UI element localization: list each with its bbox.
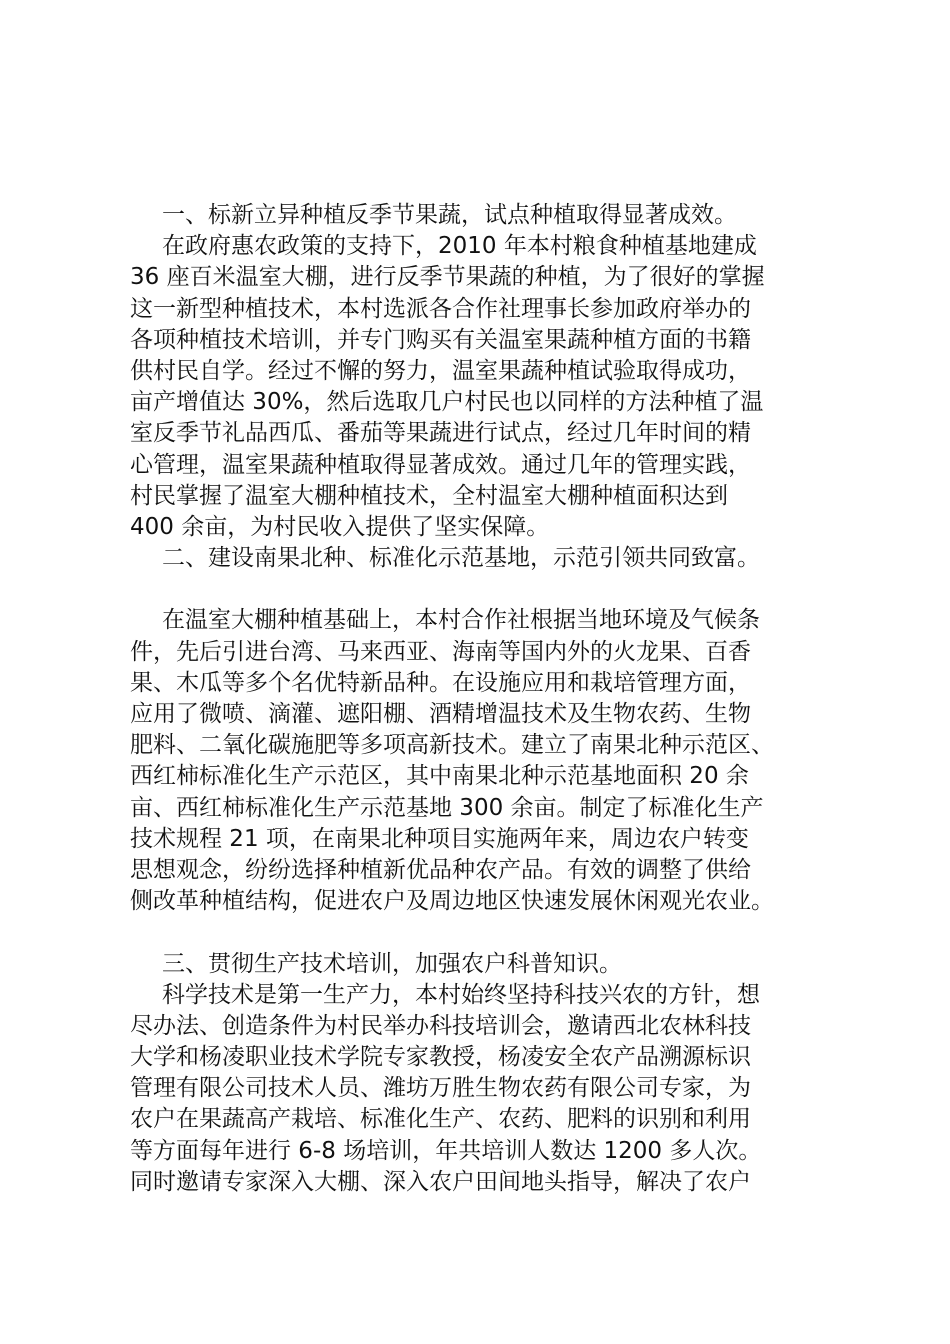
paragraph-line: 农户在果蔬高产栽培、标准化生产、农药、肥料的识别和利用 (130, 1106, 751, 1133)
paragraph-line: 西红柿标准化生产示范区，其中南果北种示范基地面积 20 余 (130, 763, 749, 790)
section-2-heading: 二、建设南果北种、标准化示范基地，示范引领共同致富。 (162, 545, 760, 572)
paragraph-line: 这一新型种植技术，本村选派各合作社理事长参加政府举办的 (130, 295, 751, 322)
paragraph-line: 肥料、二氧化碳施肥等多项高新技术。建立了南果北种示范区、 (130, 732, 774, 759)
section-3-heading: 三、贯彻生产技术培训，加强农户科普知识。 (162, 950, 622, 977)
paragraph-line: 管理有限公司技术人员、潍坊万胜生物农药有限公司专家，为 (130, 1075, 751, 1102)
paragraph-line: 在温室大棚种植基础上，本村合作社根据当地环境及气候条 (162, 607, 760, 634)
paragraph-line: 各项种植技术培训，并专门购买有关温室果蔬种植方面的书籍 (130, 326, 751, 353)
blank-line (130, 574, 830, 605)
paragraph-line: 在政府惠农政策的支持下，2010 年本村粮食种植基地建成 (162, 233, 757, 260)
document-page (130, 200, 830, 1198)
paragraph-line: 同时邀请专家深入大棚、深入农户田间地头指导，解决了农户 (130, 1168, 751, 1195)
paragraph-line: 400 余亩，为村民收入提供了坚实保障。 (130, 513, 550, 540)
section-1-heading: 一、标新立异种植反季节果蔬，试点种植取得显著成效。 (162, 202, 737, 228)
blank-line (130, 917, 830, 948)
paragraph-line: 等方面每年进行 6-8 场培训，年共培训人数达 1200 多人次。 (130, 1137, 762, 1164)
paragraph-line: 应用了微喷、滴灌、遮阳棚、酒精增温技术及生物农药、生物 (130, 701, 751, 727)
paragraph-line: 亩、西红柿标准化生产示范基地 300 余亩。制定了标准化生产 (130, 794, 764, 821)
paragraph-line: 36 座百米温室大棚，进行反季节果蔬的种植，为了很好的掌握 (130, 264, 765, 291)
paragraph-line: 科学技术是第一生产力，本村始终坚持科技兴农的方针，想 (162, 981, 760, 1008)
paragraph-line: 思想观念，纷纷选择种植新优品种农产品。有效的调整了供给 (130, 856, 751, 883)
paragraph-line: 尽办法、创造条件为村民举办科技培训会，邀请西北农林科技 (130, 1012, 751, 1039)
paragraph-line: 室反季节礼品西瓜、番茄等果蔬进行试点，经过几年时间的精 (130, 420, 751, 447)
paragraph-line: 供村民自学。经过不懈的努力，温室果蔬种植试验取得成功， (130, 357, 751, 384)
paragraph-line: 侧改革种植结构，促进农户及周边地区快速发展休闲观光农业。 (130, 888, 774, 915)
paragraph-line: 大学和杨凌职业技术学院专家教授，杨凌安全农产品溯源标识 (130, 1044, 751, 1071)
paragraph-line: 村民掌握了温室大棚种植技术，全村温室大棚种植面积达到 (130, 482, 728, 509)
paragraph-line: 果、木瓜等多个名优特新品种。在设施应用和栽培管理方面， (130, 669, 751, 696)
paragraph-line: 技术规程 21 项，在南果北种项目实施两年来，周边农户转变 (130, 825, 749, 852)
paragraph-line: 件，先后引进台湾、马来西亚、海南等国内外的火龙果、百香 (130, 638, 751, 665)
paragraph-line: 心管理，温室果蔬种植取得显著成效。通过几年的管理实践， (130, 451, 751, 478)
paragraph-line: 亩产增值达 30%，然后选取几户村民也以同样的方法种植了温 (130, 389, 764, 416)
